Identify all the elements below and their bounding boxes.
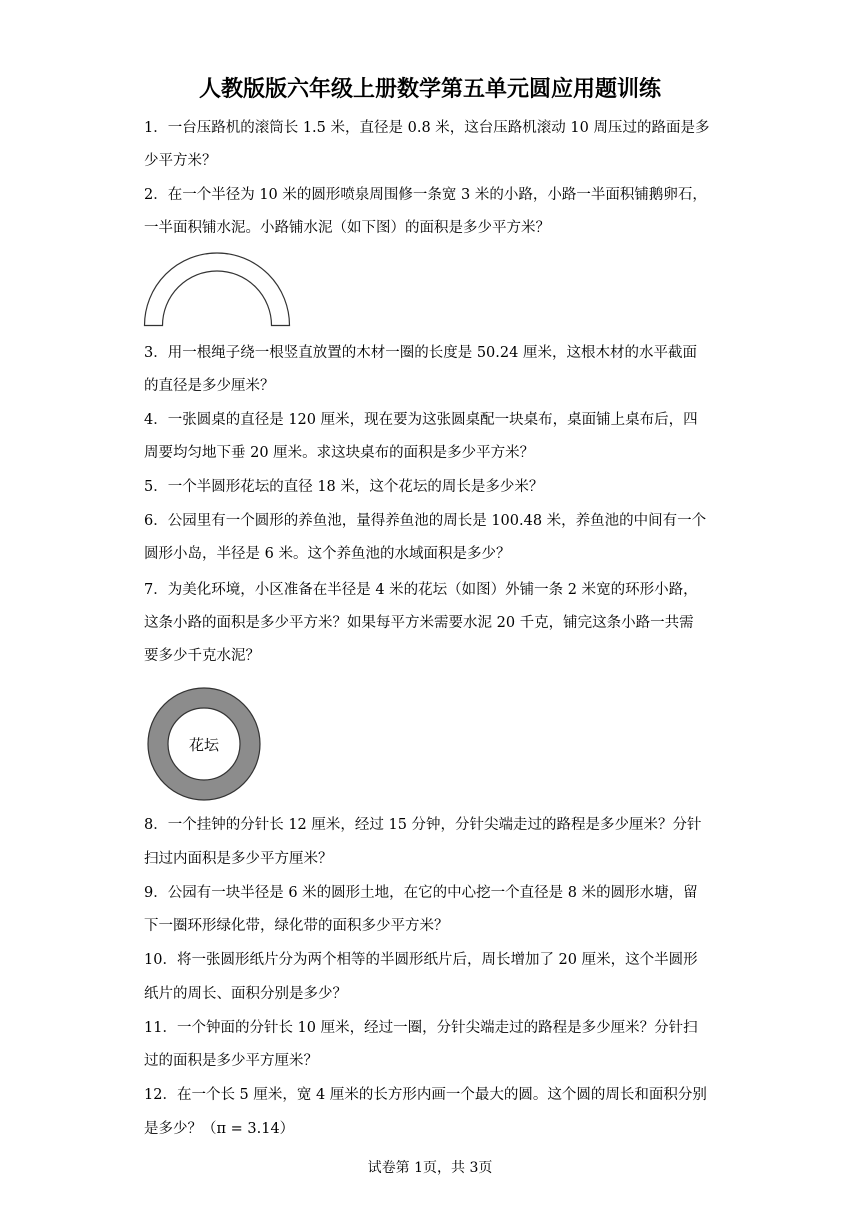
question-12-line-2: 是多少？（π = 3.14） <box>144 1121 295 1137</box>
question-7-line-1: 7．为美化环境，小区准备在半径是 4 米的花坛（如图）外铺一条 2 米宽的环形小路， <box>144 582 698 598</box>
flower-bed-label: 花坛 <box>188 736 220 754</box>
question-4-line-2: 周要均匀地下垂 20 厘米。求这块桌布的面积是多少平方米？ <box>144 445 535 461</box>
question-6-line-2: 圆形小岛，半径是 6 米。这个养鱼池的水域面积是多少？ <box>144 546 511 562</box>
question-9-line-2: 下一圈环形绿化带，绿化带的面积多少平方米？ <box>144 918 449 934</box>
question-1-line-1: 1．一台压路机的滚筒长 1.5 米，直径是 0.8 米，这台压路机滚动 10 周压过的路面是多 <box>144 120 710 136</box>
question-3-line-2: 的直径是多少厘米？ <box>144 378 275 394</box>
question-11-line-1: 11．一个钟面的分针长 10 厘米，经过一圈，分针尖端走过的路程是多少厘米？分针扫 <box>144 1020 698 1036</box>
question-4-line-1: 4．一张圆桌的直径是 120 厘米，现在要为这张圆桌配一块桌布，桌面铺上桌布后，四 <box>144 412 698 428</box>
question-12-line-1: 12．在一个长 5 厘米，宽 4 厘米的长方形内画一个最大的圆。这个圆的周长和面积分别 <box>144 1087 707 1103</box>
semicircle-path-figure <box>140 250 295 330</box>
question-2-line-2: 一半面积铺水泥。小路铺水泥（如下图）的面积是多少平方米？ <box>144 220 550 236</box>
question-7-line-3: 要多少千克水泥？ <box>144 648 260 664</box>
question-10-line-2: 纸片的周长、面积分别是多少？ <box>144 986 347 1002</box>
question-11-line-2: 过的面积是多少平方厘米？ <box>144 1053 318 1069</box>
question-10-line-1: 10．将一张圆形纸片分为两个相等的半圆形纸片后，周长增加了 20 厘米，这个半圆形 <box>144 952 698 968</box>
question-9-line-1: 9．公园有一块半径是 6 米的圆形土地，在它的中心挖一个直径是 8 米的圆形水塘，留 <box>144 885 698 901</box>
question-7-line-2: 这条小路的面积是多少平方米？如果每平方米需要水泥 20 千克，铺完这条小路一共需 <box>144 615 694 631</box>
question-8-line-1: 8．一个挂钟的分针长 12 厘米，经过 15 分钟，分针尖端走过的路程是多少厘米？分针 <box>144 817 702 833</box>
page-title: 人教版版六年级上册数学第五单元圆应用题训练 <box>198 76 661 102</box>
question-3-line-1: 3．用一根绳子绕一根竖直放置的木材一圈的长度是 50.24 厘米，这根木材的水平截面 <box>144 345 697 361</box>
question-8-line-2: 扫过内面积是多少平方厘米？ <box>144 851 333 867</box>
flower-bed-ring-figure <box>146 686 262 802</box>
page-footer: 试卷第 1页，共 3页 <box>367 1160 493 1176</box>
question-5-line-1: 5．一个半圆形花坛的直径 18 米，这个花坛的周长是多少米？ <box>144 479 544 495</box>
question-2-line-1: 2．在一个半径为 10 米的圆形喷泉周围修一条宽 3 米的小路，小路一半面积铺鹅卵石， <box>144 187 707 203</box>
question-1-line-2: 少平方米？ <box>144 153 217 169</box>
question-6-line-1: 6．公园里有一个圆形的养鱼池，量得养鱼池的周长是 100.48 米，养鱼池的中间有一个 <box>144 513 707 529</box>
